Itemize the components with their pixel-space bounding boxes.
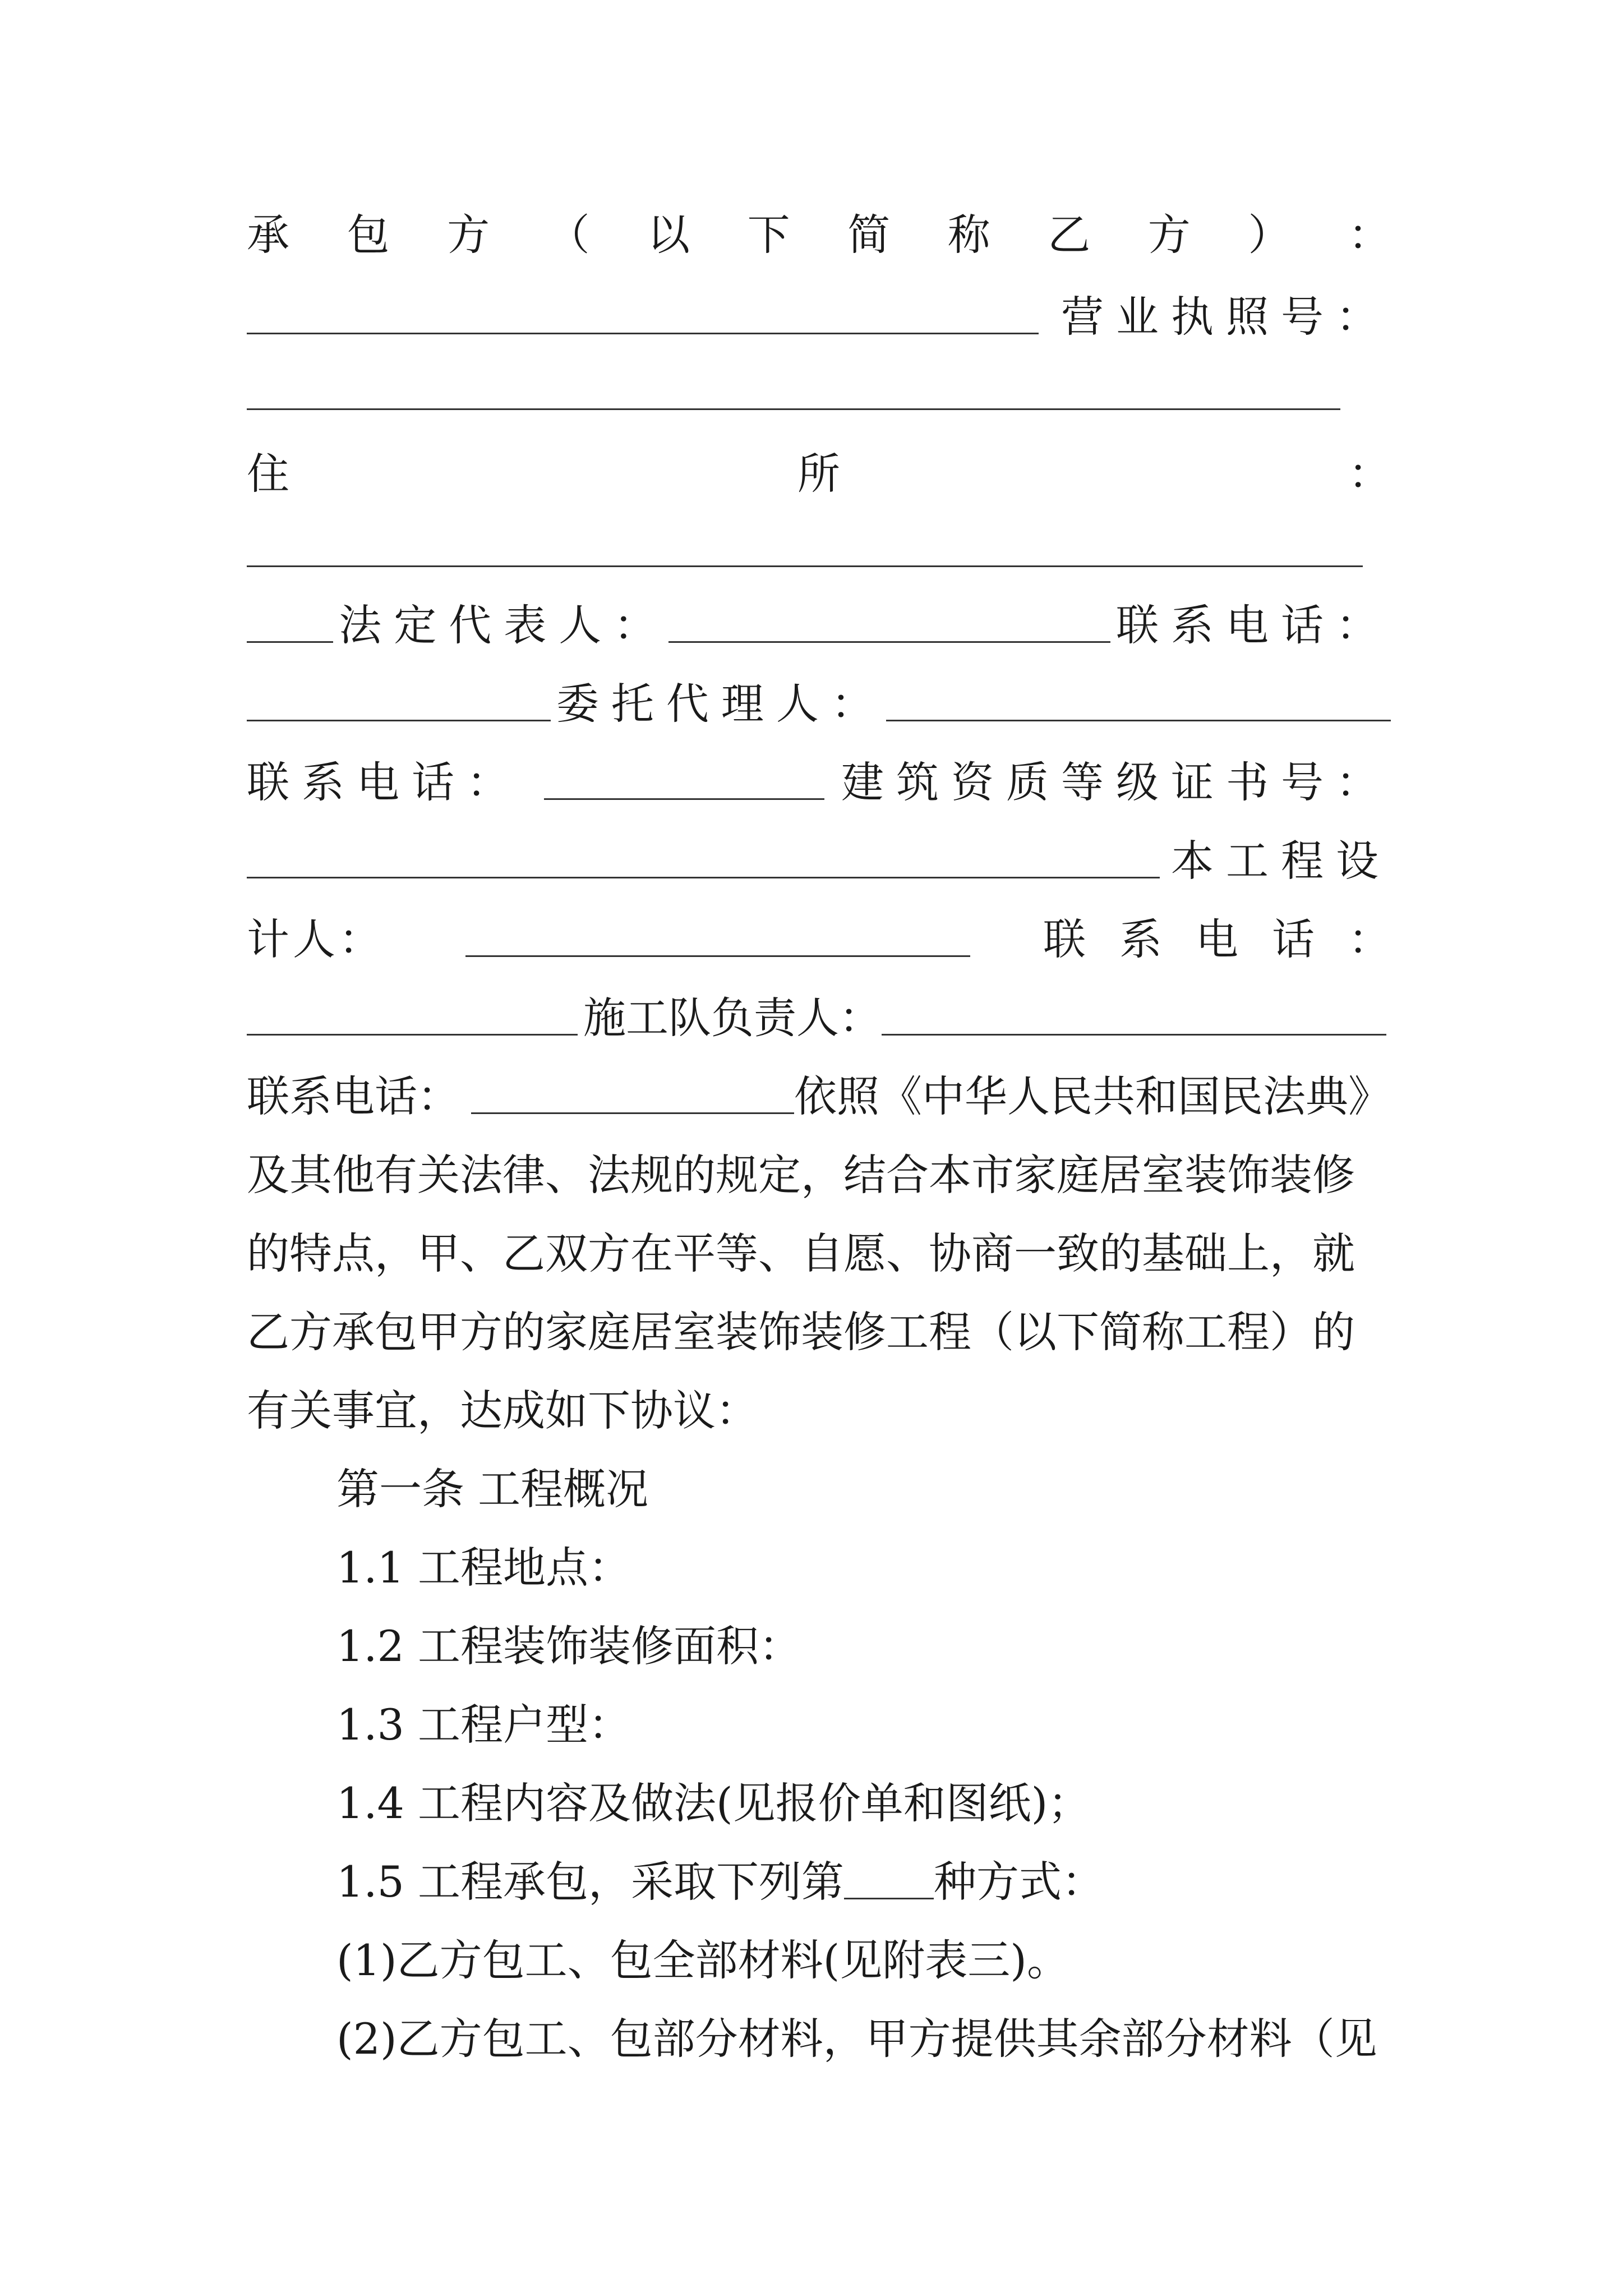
article-1-heading: 第一条 工程概况 xyxy=(336,1464,649,1514)
designer-phone-char: 电 xyxy=(1196,914,1238,964)
legal-rep-phone-label: 联系电话： xyxy=(1116,600,1391,650)
item-1-5 xyxy=(336,1851,1391,1913)
contractor-char: 简 xyxy=(847,210,891,260)
legal-rep-line xyxy=(247,595,1391,656)
option-1: (1)乙方包工、包全部材料(见附表三)。 xyxy=(336,1935,1069,1985)
team-leader-blank xyxy=(882,1001,1386,1036)
preamble-line-3: 的特点，甲、乙双方在平等、自愿、协商一致的基础上，就 xyxy=(247,1228,1355,1278)
contractor-char: 方 xyxy=(447,210,490,260)
designer-phone-char: 话 xyxy=(1272,914,1315,964)
preamble-line-2: 及其他有关法律、法规的规定，结合本市家庭居室装饰装修 xyxy=(247,1150,1355,1200)
agent-label: 委托代理人： xyxy=(556,679,886,729)
agent-blank xyxy=(886,687,1391,721)
item-1-5-suffix: 种方式： xyxy=(934,1857,1105,1907)
item-1-2: 1.2 工程装饰装修面积： xyxy=(336,1621,802,1671)
contractor-char: （ xyxy=(547,210,590,260)
designer-phone-char: ： xyxy=(1348,914,1391,964)
item-1-5-blank xyxy=(844,1865,934,1899)
designer-phone-label xyxy=(1043,909,1391,970)
item-1-4: 1.4 工程内容及做法(见报价单和图纸)； xyxy=(336,1778,1091,1828)
contractor-char: 称 xyxy=(947,210,990,260)
business-license-blank xyxy=(247,376,1340,410)
business-license-line xyxy=(247,286,1391,348)
contractor-char: 包 xyxy=(347,210,390,260)
option-2: (2)乙方包工、包部分材料，甲方提供其余部分材料（见 xyxy=(336,2014,1377,2064)
address-char: 所 xyxy=(797,449,840,499)
contractor-char: ： xyxy=(1348,210,1391,260)
legal-rep-label: 法定代表人： xyxy=(339,600,669,650)
team-leader-phone-line xyxy=(247,1066,1391,1128)
preamble-start: 依照《中华人民共和国民法典》 xyxy=(794,1071,1391,1121)
address-char: 住 xyxy=(247,449,289,499)
contractor-heading-line xyxy=(247,204,1391,266)
contractor-char: 方 xyxy=(1147,210,1191,260)
business-license-label: 营业执照号： xyxy=(1061,292,1391,342)
item-1-1: 1.1 工程地点： xyxy=(336,1543,631,1593)
qualification-label: 建筑资质等级证书号： xyxy=(841,757,1391,807)
item-1-3: 1.3 工程户型： xyxy=(336,1700,631,1750)
designer-phone-char: 系 xyxy=(1119,914,1162,964)
legal-rep-blank xyxy=(668,609,1110,643)
designer-prefix: 本工程设 xyxy=(1171,836,1391,886)
contractor-char: ） xyxy=(1248,210,1291,260)
contractor-char: 承 xyxy=(247,210,289,260)
contractor-char: 乙 xyxy=(1048,210,1091,260)
designer-blank xyxy=(465,923,970,957)
agent-phone-line xyxy=(247,752,1391,813)
address-line xyxy=(247,443,1391,505)
contractor-name-blank xyxy=(247,300,1039,334)
agent-line xyxy=(247,673,1391,735)
address-blank-line xyxy=(247,522,1391,567)
designer-label xyxy=(247,909,381,970)
team-leader-line xyxy=(247,987,1391,1049)
preamble-line-4: 乙方承包甲方的家庭居室装饰装修工程（以下简称工程）的 xyxy=(247,1307,1355,1357)
team-leader-label: 施工队负责人： xyxy=(583,993,882,1043)
preamble-line-5: 有关事宜，达成如下协议： xyxy=(247,1386,758,1435)
address-blank xyxy=(247,533,1363,567)
contractor-char: 以 xyxy=(647,210,690,260)
designer-char: ： xyxy=(339,914,381,964)
team-leader-phone-label: 联系电话： xyxy=(247,1071,460,1121)
business-license-blank-line xyxy=(247,365,1391,409)
designer-char: 计 xyxy=(247,914,289,964)
legal-rep-phone-blank xyxy=(247,687,551,721)
team-leader-phone-blank xyxy=(471,1080,794,1114)
designer-phone-char: 联 xyxy=(1043,914,1086,964)
designer-line xyxy=(247,909,1391,970)
address-blank-tail xyxy=(247,609,333,643)
agent-phone-blank xyxy=(544,766,824,800)
contractor-char: 下 xyxy=(747,210,790,260)
qualification-blank xyxy=(247,844,1160,878)
designer-phone-blank xyxy=(247,1001,578,1036)
designer-prefix-line xyxy=(247,830,1391,892)
agent-phone-label: 联系电话： xyxy=(247,757,522,807)
designer-char: 人 xyxy=(293,914,335,964)
item-1-5-text: 1.5 工程承包，采取下列第 xyxy=(336,1857,845,1907)
address-char: ： xyxy=(1348,449,1391,499)
